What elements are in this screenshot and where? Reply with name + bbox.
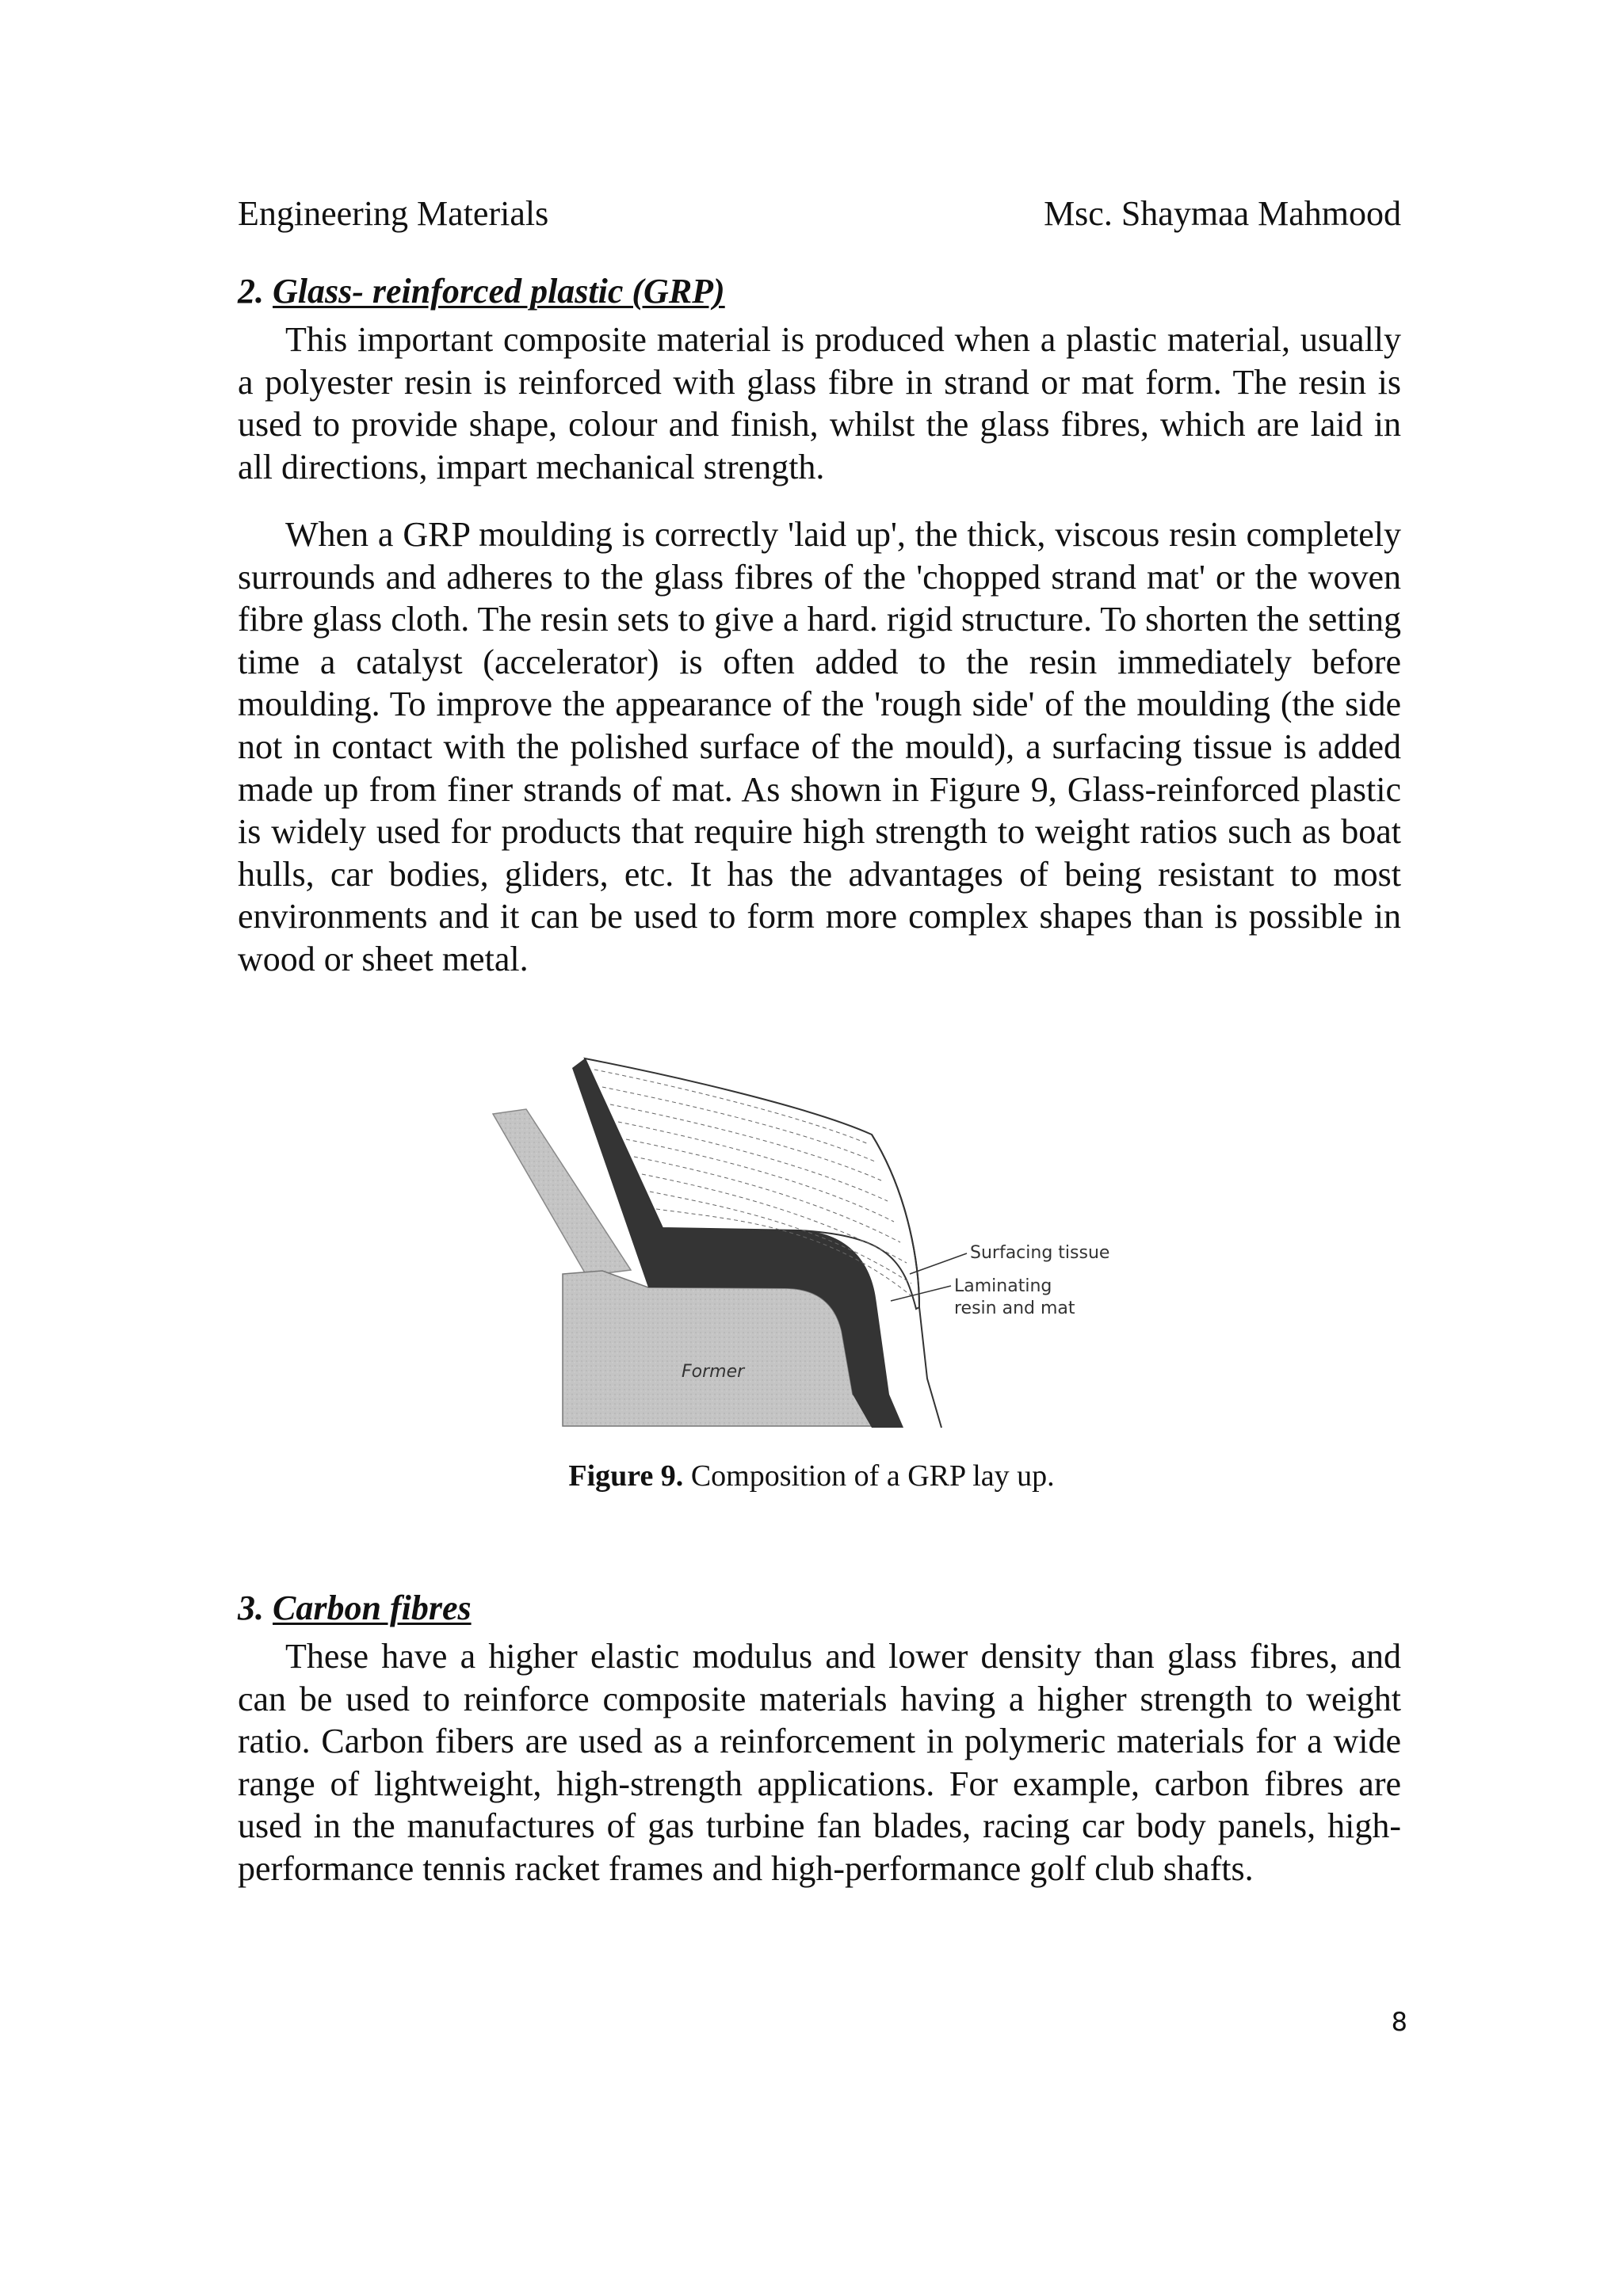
section-3-title: Carbon fibres: [273, 1589, 472, 1627]
surfacing-leader-line: [910, 1253, 967, 1274]
section-2-title: Glass- reinforced plastic (GRP): [273, 272, 725, 311]
page-header: [238, 189, 1401, 239]
figure-caption-number: Figure 9.: [568, 1459, 684, 1493]
header-author: Msc. Shaymaa Mahmood: [1044, 194, 1401, 233]
figure-caption-text: Composition of a GRP lay up.: [683, 1459, 1055, 1493]
section-3-paragraph-1: These have a higher elastic modulus and lower density than glass fibres, and can be used to reinforce composite materials having a higher strength to weight ratio. Carbon fibers are used as a reinforcement in polymeric materials for a wide range of lightweight, high-strength applications. For example, carbon fibres are used in the manufactures of gas turbine fan blades, racing car body panels, high-performance tennis racket frames and high-performance golf club shafts.: [238, 1637, 1401, 1888]
grp-layup-figure: [475, 1046, 1189, 1442]
section-2-number: 2.: [238, 272, 264, 311]
section-2-paragraph-1: This important composite material is produced when a plastic material, usually a polyester resin is reinforced with glass fibre in strand or mat form. The resin is used to provide shape, colour and finish, whilst the glass fibres, which are laid in all directions, impart mechanical strength.: [238, 320, 1401, 486]
former-label: Former: [682, 1362, 745, 1382]
surfacing-tissue-label: Surfacing tissue: [970, 1243, 1110, 1263]
header-course-title: Engineering Materials: [238, 194, 549, 233]
section-2-paragraph-2: When a GRP moulding is correctly 'laid up', the thick, viscous resin completely surrounds and adheres to the glass fibres of the 'chopped strand mat' or the woven fibre glass cloth. The resin sets to give a hard. rigid structure. To shorten the setting time a catalyst (accelerator) is often added to the resin immediately before moulding. To improve the appearance of the 'rough side' of the moulding (the side not in contact with the polished surface of the mould), a surfacing tissue is added made up from finer strands of mat. As shown in Figure 9, Glass-reinforced plastic is widely used for products that require high strength to weight ratios such as boat hulls, car bodies, gliders, etc. It has the advantages of being resistant to most environments and it can be used to form more complex shapes than is possible in wood or sheet metal.: [238, 515, 1401, 978]
laminating-label-line-2: resin and mat: [954, 1299, 1075, 1318]
section-2-heading: [238, 268, 725, 315]
laminating-label-line-1: Laminating: [954, 1276, 1052, 1296]
page-number: 8: [1391, 2007, 1407, 2037]
section-3-number: 3.: [238, 1589, 264, 1627]
figure-caption: [0, 1456, 1623, 1496]
section-3-heading: [238, 1585, 472, 1632]
laminating-leader-line: [891, 1286, 951, 1301]
